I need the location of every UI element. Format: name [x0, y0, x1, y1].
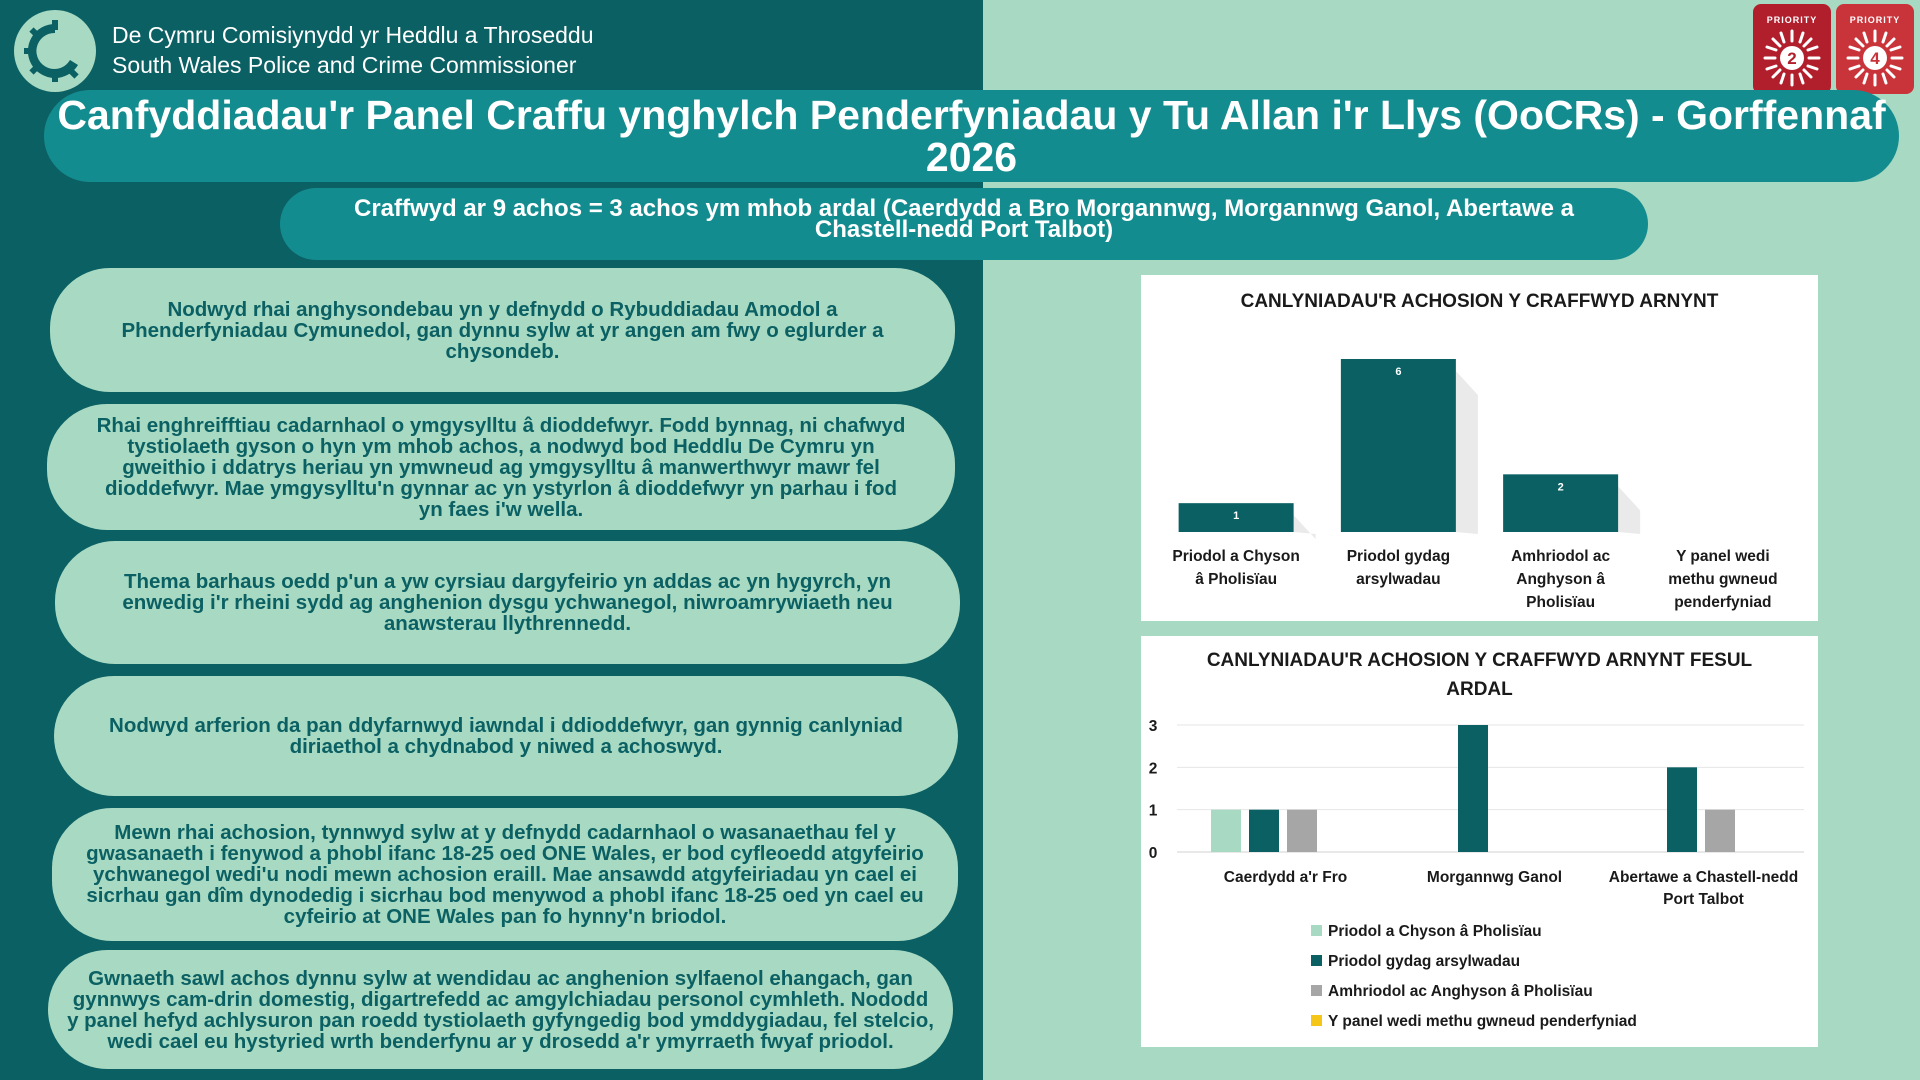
commissioner-logo — [14, 10, 96, 92]
y-tick-label: 3 — [1148, 718, 1158, 735]
y-tick-label: 2 — [1148, 760, 1158, 778]
legend-swatch — [1311, 1015, 1322, 1026]
category-label: Y panel wedi methu gwneud penderfyniad — [1668, 548, 1778, 611]
priority-badge-2 — [1753, 4, 1831, 94]
chart-title: CANLYNIADAU'R ACHOSION Y CRAFFWYD ARNYNT — [1240, 291, 1719, 312]
outcomes-chart — [1141, 275, 1818, 621]
badge-label: PRIORITY — [1766, 15, 1818, 25]
bar-2-2 — [1458, 725, 1488, 852]
bar-data-label: 2 — [1557, 481, 1564, 494]
y-tick-label: 1 — [1148, 802, 1158, 820]
badge-label: PRIORITY — [1849, 15, 1901, 25]
bar-data-label: 1 — [1233, 510, 1240, 523]
legend-swatch — [1311, 985, 1322, 996]
bar-shadow — [1294, 515, 1316, 539]
bar-3-2 — [1667, 767, 1697, 852]
legend-label: Priodol a Chyson â Pholisïau — [1328, 923, 1542, 940]
finding-card-6: Gwnaeth sawl achos dynnu sylw at wendidau ac anghenion sylfaenol ehangach, gan gynnwys cam-drin domestig, digartrefedd ac amgylchiadau personol cymhleth. Nododd y panel hefyd achlysuron pan roedd tystiolaeth gyfyngedig bod ymddygiadau, fel stelcio, wedi cael eu hystyried wrth benderfynu ar y drosedd a'r ymyrraeth fwyaf priodol. — [48, 950, 953, 1069]
page-subtitle: Craffwyd ar 9 achos = 3 achos ym mhob ardal (Caerdydd a Bro Morgannwg, Morgannwg Ganol, Abertawe a Chastell-nedd Port Talbot) — [280, 188, 1648, 260]
outcomes-by-area-chart — [1141, 636, 1818, 1047]
outcomes-chart-plot — [1141, 275, 1818, 621]
badge-number: 4 — [1870, 49, 1880, 68]
category-label: Priodol a Chyson â Pholisïau — [1172, 548, 1300, 588]
legend-label: Amhriodol ac Anghyson â Pholisïau — [1328, 983, 1593, 1000]
finding-card-2: Rhai enghreifftiau cadarnhaol o ymgysylltu â dioddefwyr. Fodd bynnag, ni chafwyd tystiolaeth gyson o hyn ym mhob achos, a nodwyd bod Heddlu De Cymru yn gweithio i ddatrys heriau yn ymwneud ag ymgysylltu â manwerthwyr mawr fel dioddefwyr. Mae ymgysylltu'n gynnar ac yn ystyrlon â dioddefwyr yn parhau i fod yn faes i'w wella. — [47, 404, 955, 530]
bar-2 — [1341, 359, 1456, 532]
category-label: Abertawe a Chastell-nedd Port Talbot — [1608, 869, 1799, 908]
legend-label: Y panel wedi methu gwneud penderfyniad — [1328, 1013, 1637, 1030]
bar-3-3 — [1705, 810, 1735, 852]
org-name-english: South Wales Police and Crime Commissioner — [112, 52, 577, 78]
finding-card-4: Nodwyd arferion da pan ddyfarnwyd iawndal i ddioddefwyr, gan gynnig canlyniad diriaethol a chydnabod y niwed a achoswyd. — [54, 676, 958, 796]
bar-1-3 — [1287, 810, 1317, 852]
badge-number: 2 — [1787, 49, 1797, 68]
bar-shadow — [1456, 371, 1478, 534]
priority-emblem-icon — [1761, 27, 1823, 89]
priority-badge-4 — [1836, 4, 1914, 94]
bar-shadow — [1618, 486, 1640, 534]
finding-card-3: Thema barhaus oedd p'un a yw cyrsiau dargyfeirio yn addas ac yn hygyrch, yn enwedig i'r rheini sydd ag anghenion dysgu ychwanegol, niwroamrywiaeth neu anawsterau llythrennedd. — [55, 541, 960, 664]
category-label: Morgannwg Ganol — [1426, 869, 1563, 886]
legend-swatch — [1311, 955, 1322, 966]
legend-label: Priodol gydag arsylwadau — [1328, 953, 1521, 970]
bar-1-1 — [1211, 810, 1241, 852]
legend-item — [1311, 983, 1593, 1001]
y-tick-label: 0 — [1148, 845, 1158, 862]
legend-item — [1311, 953, 1520, 971]
page-title: Canfyddiadau'r Panel Craffu ynghylch Penderfyniadau y Tu Allan i'r Llys (OoCRs) - Gorffennaf 2026 — [44, 90, 1899, 182]
legend-item — [1311, 923, 1542, 941]
category-label: Amhriodol ac Anghyson â Pholisïau — [1511, 548, 1611, 611]
legend-swatch — [1311, 925, 1322, 936]
finding-card-1: Nodwyd rhai anghysondebau yn y defnydd o Rybuddiadau Amodol a Phenderfyniadau Cymunedol, gan dynnu sylw at yr angen am fwy o eglurder a chysondeb. — [50, 268, 955, 392]
category-label: Priodol gydag arsylwadau — [1346, 548, 1451, 588]
bar-data-label: 6 — [1395, 366, 1402, 378]
logo-mark-icon — [14, 10, 96, 92]
category-label: Caerdydd a'r Fro — [1223, 869, 1348, 886]
org-name-welsh: De Cymru Comisiynydd yr Heddlu a Throseddu — [112, 22, 594, 48]
legend-item — [1311, 1013, 1637, 1031]
priority-emblem-icon — [1844, 27, 1906, 89]
chart-title: CANLYNIADAU'R ACHOSION Y CRAFFWYD ARNYNT FESUL ARDAL — [1206, 650, 1753, 700]
finding-card-5: Mewn rhai achosion, tynnwyd sylw at y defnydd cadarnhaol o wasanaethau fel y gwasanaeth i fenywod a phobl ifanc 18-25 oed ONE Wales, er bod cyfleoedd atgyfeirio ychwanegol wedi'u nodi mewn achosion eraill. Mae ansawdd atgyfeiriadau yn cael ei sicrhau gan dîm dynodedig i sicrhau bod menywod a phobl ifanc 18-25 oed yn cael eu cyfeirio at ONE Wales pan fo hynny'n briodol. — [52, 808, 958, 941]
bar-1-2 — [1249, 810, 1279, 852]
